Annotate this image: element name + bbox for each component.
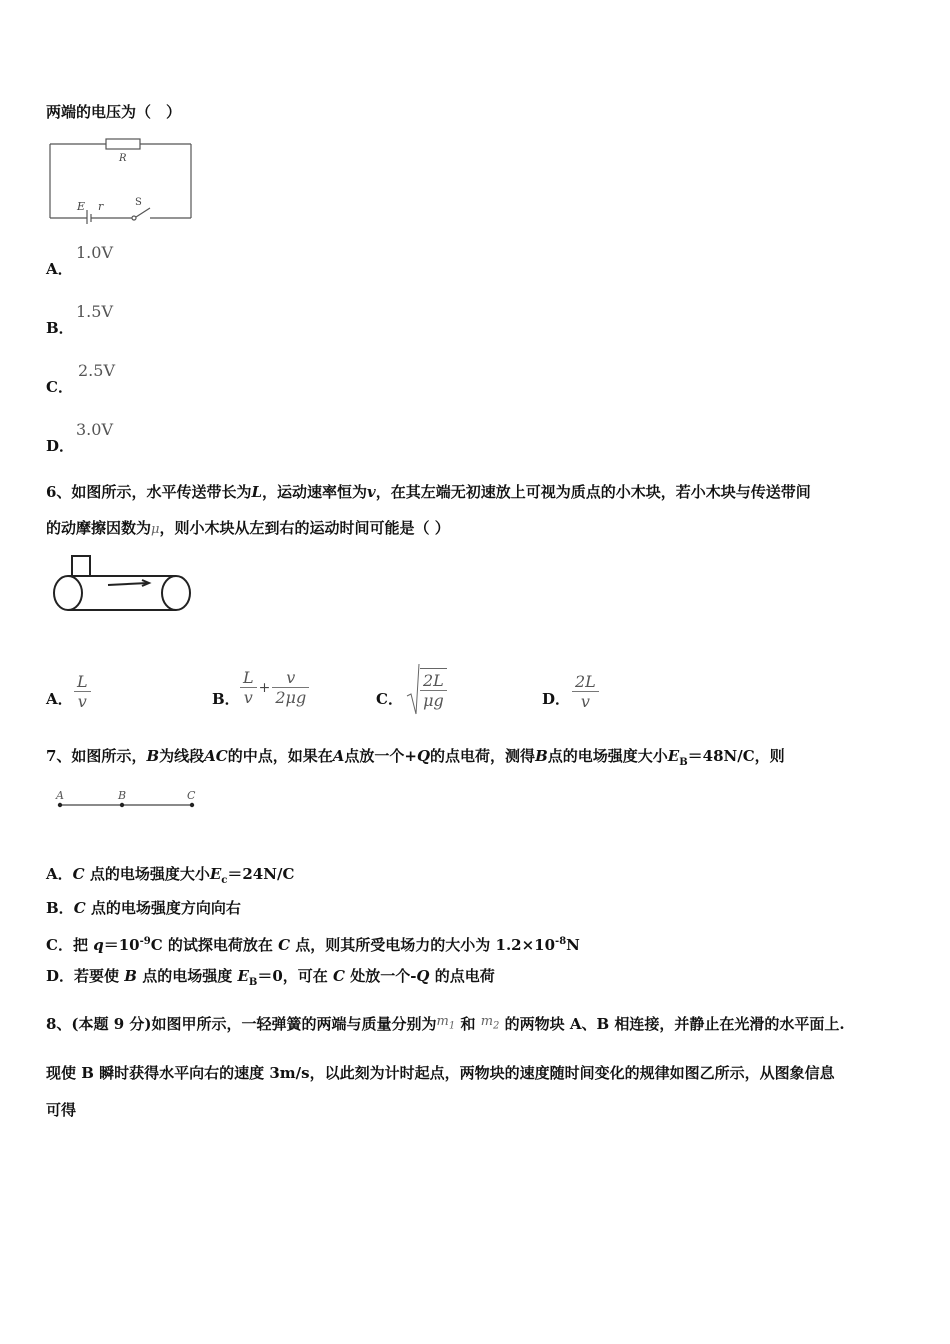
q7-option-b[interactable]: B．C 点的电场强度方向向右	[46, 899, 241, 917]
q8-stem-line3: 可得	[46, 1101, 77, 1119]
q5-option-a-label[interactable]: A．	[46, 260, 73, 278]
q5-option-d-value: 3.0V	[76, 420, 113, 439]
q7-option-d[interactable]: D．若要使 B 点的电场强度 $E_B=0$，可在 C 处放一个-Q 的点电荷	[46, 967, 495, 988]
q8-stem-line2: 现使 B 瞬时获得水平向右的速度 3m/s，以此刻为计时起点，两物块的速度随时间变化的规律如图乙所示，从图象信息	[46, 1064, 835, 1082]
emf-label: E	[77, 200, 86, 213]
q5-option-a-value: 1.0V	[76, 243, 113, 262]
q6-stem-line2: 的动摩擦因数为μ，则小木块从左到右的运动时间可能是（ ）	[46, 519, 450, 537]
q6-option-b-expression: $\frac{L}{v}$ + $\frac{v}{2\mu g}$	[240, 668, 309, 707]
q5-option-c-label[interactable]: C．	[46, 378, 73, 396]
sqrt-icon	[406, 662, 420, 716]
resistor-label: R	[119, 153, 127, 164]
internal-resistance-label: r	[98, 200, 104, 213]
point-a-label: A	[56, 789, 64, 802]
line-segment-diagram	[52, 786, 202, 812]
q6-option-a-expression: L v	[74, 672, 91, 711]
conveyor-belt-diagram	[50, 554, 195, 616]
q5-option-b-label[interactable]: B．	[46, 319, 74, 337]
point-b-label: B	[118, 789, 127, 802]
q6-stem-line1: 6、如图所示，水平传送带长为L，运动速率恒为v，在其左端无初速放上可视为质点的小木块，若小木块与传送带间	[46, 483, 811, 501]
circuit-diagram	[44, 136, 196, 226]
q6-option-d-expression: 2L v	[572, 672, 599, 711]
q6-option-c-expression: $\frac{2L}{\mu g}$	[406, 662, 447, 716]
q6-option-a-label[interactable]: A．	[46, 690, 73, 708]
q7-option-c[interactable]: C．把 $q=10^{-9}C$ 的试探电荷放在 C 点，则其所受电场力的大小为 $1.2\times 10^{-8}N$	[46, 936, 580, 954]
q6-option-b-label[interactable]: B．	[212, 690, 240, 708]
point-c-label: C	[187, 789, 196, 802]
q6-option-d-label[interactable]: D．	[542, 690, 571, 708]
q7-stem: 7、如图所示，B为线段AC的中点，如果在A点放一个+Q的点电荷，测得B点的电场强度大小$E_B=48N/C$，则	[46, 747, 785, 768]
q5-option-d-label[interactable]: D．	[46, 437, 75, 455]
q8-stem-line1: 8、(本题 9 分)如图甲所示，一轻弹簧的两端与质量分别为$m_1$ 和 $m_2$ 的两物块 A、B 相连接，并静止在光滑的水平面上.	[46, 1014, 845, 1033]
q5-option-c-value: 2.5V	[78, 361, 115, 380]
q5-stem-tail: 两端的电压为（ ）	[46, 103, 182, 121]
switch-label: S	[135, 197, 142, 208]
q7-option-a[interactable]: A．C 点的电场强度大小$E_c=24N/C$	[46, 865, 295, 886]
q5-option-b-value: 1.5V	[76, 302, 113, 321]
q6-option-c-label[interactable]: C．	[376, 690, 403, 708]
